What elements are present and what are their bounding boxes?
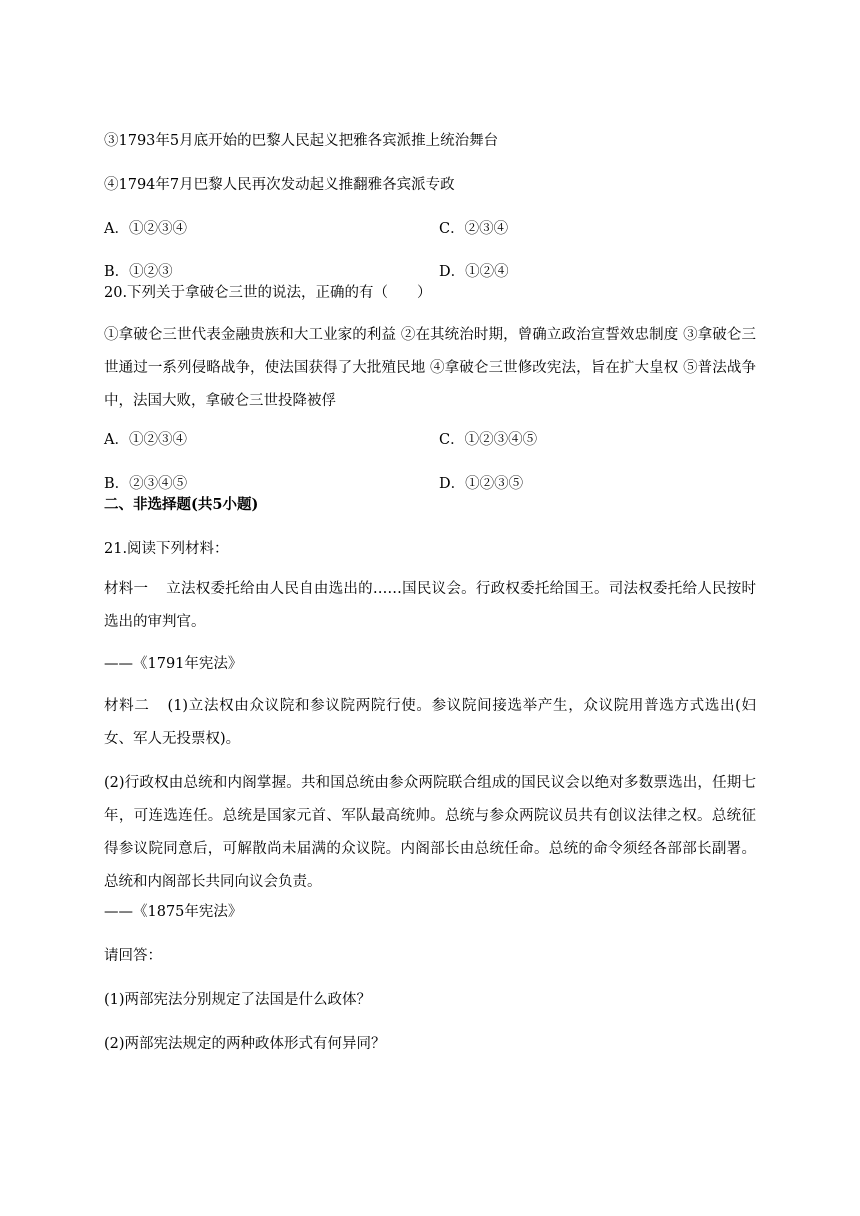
material-2-paragraph-1: (1)立法权由众议院和参议院两院行使。参议院间接选举产生，众议院用普选方式选出(妇女、军人无投票权)。 [104,698,757,747]
q21-material-2-paragraph-2: (2)行政权由总统和内阁掌握。共和国总统由参众两院联合组成的国民议会以绝对多数票选出，任期七年，可连选连任。总统是国家元首、军队最高统帅。总统与参众两院议员共有创议法律之权。总统征得参议院同意后，可解散尚未届满的众议院。内阁部长由总统任命。总统的命令须经各部部长副署。总统和内阁部长共同向议会负责。 [104,775,756,890]
q20-option-c: C．①②③④⑤ [439,432,538,448]
q20-option-a: A．①②③④ [104,432,187,448]
q19-item-4: ④1794年7月巴黎人民再次发动起义推翻雅各宾派专政 [104,177,455,193]
q21-prompt: 请回答： [104,948,162,964]
material-1-text: 立法权委托给由人民自由选出的……国民议会。行政权委托给国王。司法权委托给人民按时选出的审判官。 [104,581,757,630]
material-1-label: 材料一 [104,581,149,597]
q21-material-1 [104,573,756,639]
q21-source-2: ——《1875年宪法》 [104,904,243,920]
q20-option-b: B．②③④⑤ [104,476,188,492]
material-2-label: 材料二 [104,698,150,714]
q21-material-2 [104,690,756,756]
q20-stem: 20.下列关于拿破仑三世的说法，正确的有（ ） [104,285,432,301]
q19-option-a: A．①②③④ [104,221,187,237]
q21-subquestion-1: (1)两部宪法分别规定了法国是什么政体？ [104,992,372,1008]
q21-subquestion-2: (2)两部宪法规定的两种政体形式有何异同？ [104,1036,386,1052]
q19-item-3: ③1793年5月底开始的巴黎人民起义把雅各宾派推上统治舞台 [104,133,499,149]
q19-option-b: B．①②③ [104,264,173,280]
q20-body: ①拿破仑三世代表金融贵族和大工业家的利益 ②在其统治时期，曾确立政治宣誓效忠制度 ③拿破仑三世通过一系列侵略战争，使法国获得了大批殖民地 ④拿破仑三世修改宪法，旨在扩大皇权 ⑤普法战争中，法国大败，拿破仑三世投降被俘 [104,327,756,409]
q19-option-c: C．②③④ [439,221,509,237]
q21-source-1: ——《1791年宪法》 [104,656,243,672]
section-heading: 二、非选择题(共5小题) [104,496,259,513]
q19-option-d: D．①②④ [439,264,509,280]
q20-option-d: D．①②③⑤ [439,476,524,492]
q21-stem: 21.阅读下列材料： [104,541,229,557]
